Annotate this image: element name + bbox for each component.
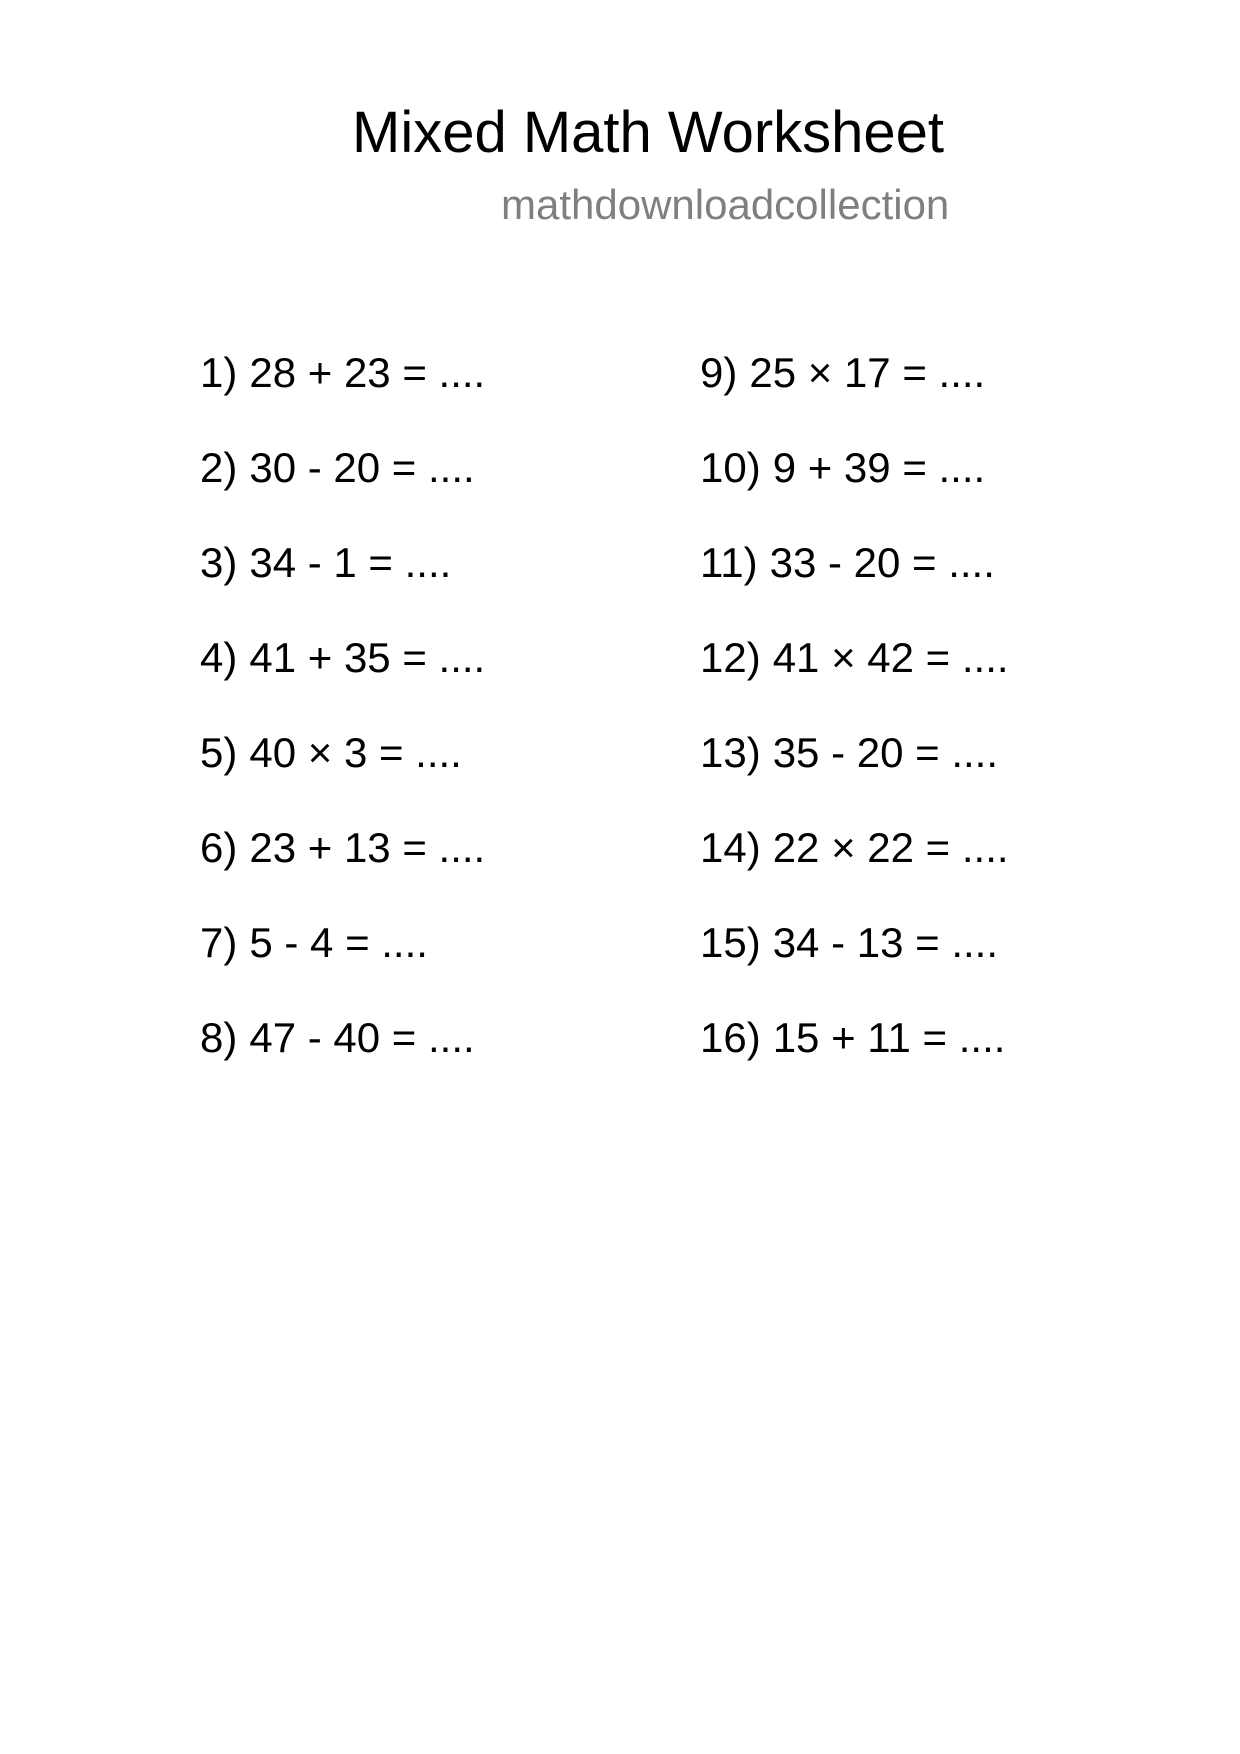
problem-expression: 28 + 23 = ....: [249, 349, 486, 396]
problem-expression: 41 × 42 = ....: [772, 634, 1009, 681]
problem-expression: 9 + 39 = ....: [772, 444, 986, 491]
problem-expression: 34 - 13 = ....: [772, 919, 999, 966]
problem-item: [700, 538, 1009, 633]
problem-expression: 47 - 40 = ....: [249, 1014, 475, 1061]
problem-number: 6): [200, 824, 238, 871]
problems-right-column: [700, 348, 1009, 1108]
problem-expression: 22 × 22 = ....: [772, 824, 1009, 871]
problem-expression: 40 × 3 = ....: [249, 729, 462, 776]
problem-item: [200, 918, 485, 1013]
problem-number: 12): [700, 634, 761, 681]
problem-number: 8): [200, 1014, 238, 1061]
problem-item: [200, 538, 485, 633]
problem-expression: 34 - 1 = ....: [249, 539, 452, 586]
problem-number: 10): [700, 444, 761, 491]
worksheet-subtitle: mathdownloadcollection: [501, 181, 950, 228]
problem-expression: 23 + 13 = ....: [249, 824, 486, 871]
problem-number: 9): [700, 349, 738, 396]
problem-item: [200, 1013, 485, 1108]
problem-number: 14): [700, 824, 761, 871]
problem-item: [200, 443, 485, 538]
problem-number: 13): [700, 729, 761, 776]
problem-number: 7): [200, 919, 238, 966]
problem-number: 3): [200, 539, 238, 586]
problem-item: [700, 633, 1009, 728]
problem-expression: 35 - 20 = ....: [772, 729, 999, 776]
problem-item: [200, 348, 485, 443]
problem-item: [700, 443, 1009, 538]
problem-number: 15): [700, 919, 761, 966]
problem-expression: 33 - 20 = ....: [769, 539, 995, 586]
problem-item: [700, 823, 1009, 918]
problem-expression: 15 + 11 = ....: [772, 1014, 1006, 1061]
problem-number: 1): [200, 349, 238, 396]
problem-item: [700, 918, 1009, 1013]
problem-number: 4): [200, 634, 238, 681]
worksheet-title: Mixed Math Worksheet: [352, 100, 945, 165]
problem-item: [700, 348, 1009, 443]
problem-number: 11): [700, 539, 758, 586]
problem-number: 5): [200, 729, 238, 776]
problem-number: 2): [200, 444, 238, 491]
problem-expression: 5 - 4 = ....: [249, 919, 428, 966]
problem-expression: 30 - 20 = ....: [249, 444, 475, 491]
problem-expression: 25 × 17 = ....: [749, 349, 986, 396]
problem-item: [200, 823, 485, 918]
problem-item: [700, 728, 1009, 823]
problem-item: [200, 633, 485, 728]
problem-number: 16): [700, 1014, 761, 1061]
problems-left-column: [200, 348, 485, 1108]
problem-item: [200, 728, 485, 823]
problem-expression: 41 + 35 = ....: [249, 634, 486, 681]
problem-item: [700, 1013, 1009, 1108]
